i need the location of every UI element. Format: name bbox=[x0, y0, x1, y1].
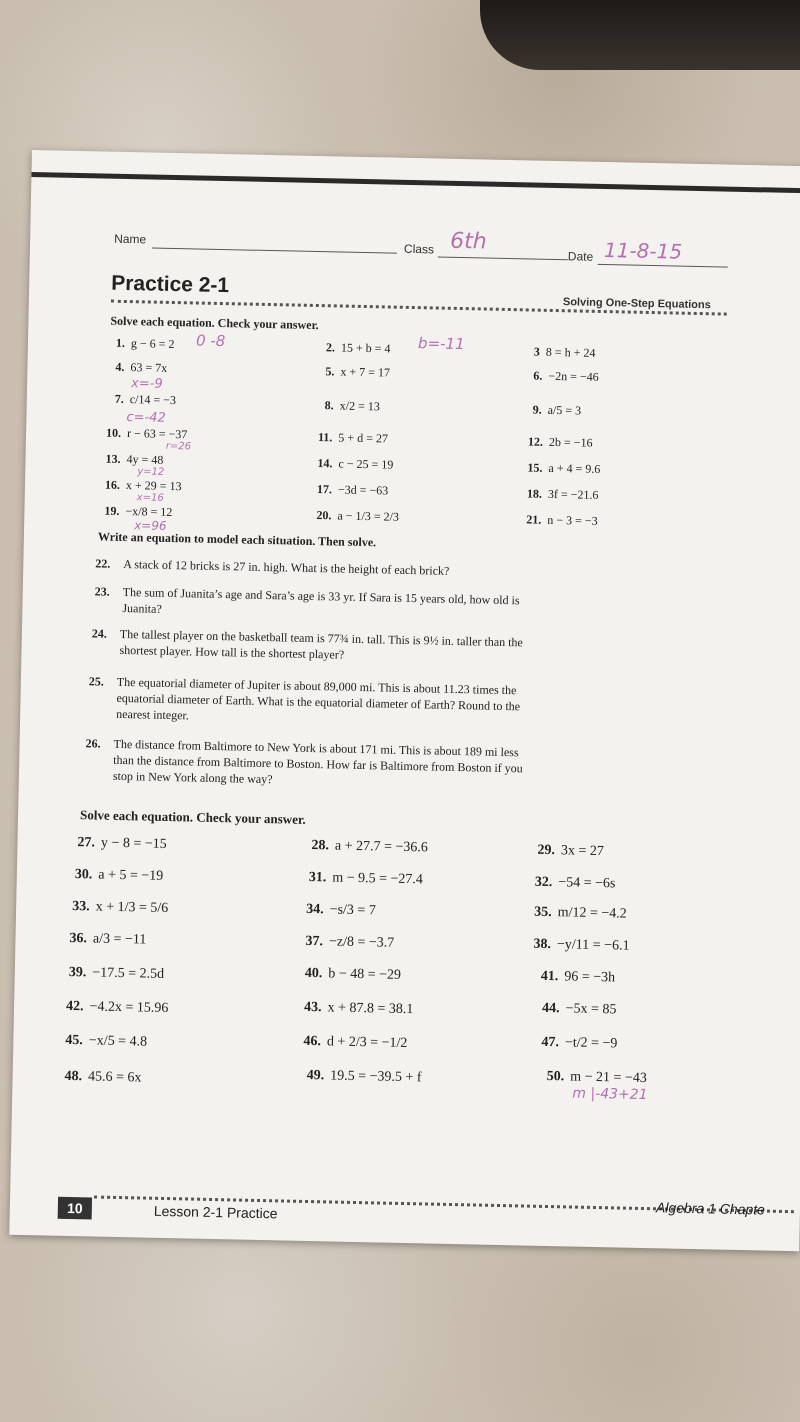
problem-text: −x/5 = 4.8 bbox=[88, 1033, 148, 1050]
problem-number: 16. bbox=[104, 477, 121, 492]
problem-number: 34. bbox=[305, 901, 324, 918]
problem-text: 96 = −3h bbox=[564, 969, 616, 986]
problem-7 bbox=[115, 392, 177, 408]
problem-number: 3 bbox=[533, 344, 541, 359]
problem-18 bbox=[527, 486, 599, 502]
problem-text: 5 + d = 27 bbox=[338, 430, 389, 446]
problem-37 bbox=[305, 934, 394, 952]
problem-31 bbox=[309, 870, 423, 888]
problem-number: 46. bbox=[303, 1033, 322, 1050]
handwritten-answer-10: r=26 bbox=[165, 440, 192, 453]
problem-12 bbox=[528, 434, 593, 450]
page-number: 10 bbox=[58, 1197, 92, 1220]
worksheet-page bbox=[9, 150, 800, 1251]
problem-text: a/5 = 3 bbox=[547, 402, 582, 418]
page-subtitle: Solving One-Step Equations bbox=[562, 296, 711, 312]
problem-number: 9. bbox=[532, 402, 542, 417]
problem-3 bbox=[534, 345, 596, 361]
handwritten-answer-1: 0 -8 bbox=[195, 331, 226, 351]
problem-text: The sum of Juanita’s age and Sara’s age is 33 yr. If Sara is 15 years old, how old is Juanita? bbox=[122, 584, 520, 616]
problem-35 bbox=[534, 905, 627, 923]
problem-number: 48. bbox=[64, 1068, 83, 1085]
class-value: 6th bbox=[449, 228, 488, 255]
problem-number: 27. bbox=[77, 835, 96, 851]
problem-text: −3d = −63 bbox=[337, 482, 389, 498]
problem-number: 38. bbox=[533, 936, 552, 953]
problem-text: c − 25 = 19 bbox=[338, 456, 394, 472]
problem-number: 19. bbox=[104, 503, 120, 518]
problem-text: −4.2x = 15.96 bbox=[89, 999, 169, 1017]
problem-number: 33. bbox=[72, 899, 90, 915]
problem-41 bbox=[541, 969, 616, 987]
class-label: Class bbox=[403, 241, 435, 257]
problem-number: 28. bbox=[311, 838, 330, 854]
problem-number: 29. bbox=[537, 842, 556, 859]
problem-text: a + 5 = −19 bbox=[98, 867, 164, 884]
problem-32 bbox=[535, 875, 616, 893]
problem-number: 40. bbox=[304, 965, 323, 982]
problem-number: 1. bbox=[115, 335, 126, 350]
problem-text: m − 9.5 = −27.4 bbox=[332, 870, 424, 888]
problem-number: 32. bbox=[534, 874, 553, 891]
problem-number: 24. bbox=[91, 626, 108, 641]
problem-42 bbox=[66, 999, 169, 1017]
problem-text: 15 + b = 4 bbox=[340, 340, 391, 356]
problem-27 bbox=[77, 835, 167, 853]
word-problem-22 bbox=[95, 556, 543, 581]
problem-text: A stack of 12 bricks is 27 in. high. What is the height of each brick? bbox=[123, 557, 450, 578]
problem-number: 18. bbox=[526, 486, 543, 501]
date-value: 11-8-15 bbox=[603, 238, 683, 264]
date-label: Date bbox=[567, 249, 594, 264]
top-border bbox=[31, 172, 800, 194]
problem-34 bbox=[306, 902, 376, 919]
problem-text: a − 1/3 = 2/3 bbox=[337, 508, 400, 524]
problem-text: c/14 = −3 bbox=[129, 392, 177, 408]
problem-11 bbox=[318, 430, 388, 446]
problem-number: 14. bbox=[317, 456, 333, 471]
problem-text: −5x = 85 bbox=[565, 1001, 617, 1018]
problem-number: 21. bbox=[526, 512, 542, 527]
problem-number: 36. bbox=[69, 930, 88, 947]
problem-number: 10. bbox=[105, 425, 122, 440]
problem-number: 39. bbox=[68, 964, 87, 981]
problem-number: 49. bbox=[306, 1067, 325, 1084]
problem-number: 42. bbox=[65, 998, 84, 1015]
problem-48 bbox=[64, 1069, 141, 1087]
problem-text: a + 27.7 = −36.6 bbox=[334, 838, 429, 856]
problem-9 bbox=[533, 403, 582, 419]
problem-text: −y/11 = −6.1 bbox=[556, 937, 630, 954]
problem-number: 37. bbox=[305, 933, 324, 950]
problem-number: 45. bbox=[65, 1032, 84, 1049]
problem-text: y − 8 = −15 bbox=[100, 835, 167, 852]
problem-text: d + 2/3 = −1/2 bbox=[326, 1034, 408, 1052]
problem-text: −17.5 = 2.5d bbox=[92, 965, 165, 982]
problem-number: 12. bbox=[527, 434, 544, 449]
handwritten-answer-16a: y=12 bbox=[137, 466, 165, 478]
problem-4 bbox=[115, 360, 167, 376]
problem-21 bbox=[526, 512, 598, 528]
problem-text: −x/8 = 12 bbox=[125, 504, 173, 520]
problem-number: 7. bbox=[114, 391, 124, 406]
problem-number: 30. bbox=[74, 867, 93, 883]
problem-text: 8 = h + 24 bbox=[545, 344, 596, 360]
problem-text: a + 4 = 9.6 bbox=[548, 460, 601, 476]
section1-instruction: Solve each equation. Check your answer. bbox=[110, 313, 319, 333]
problem-20 bbox=[316, 508, 399, 525]
handwritten-answer-4: x=-9 bbox=[130, 376, 163, 392]
word-problem-25 bbox=[88, 674, 537, 731]
class-field[interactable] bbox=[438, 257, 568, 261]
problem-number: 44. bbox=[541, 1000, 560, 1017]
background-shadow bbox=[480, 0, 800, 70]
book-label: Algebra 1 Chapte bbox=[655, 1199, 766, 1218]
problem-40 bbox=[305, 966, 402, 984]
problem-text: −s/3 = 7 bbox=[329, 902, 376, 919]
handwritten-answer-19: x=96 bbox=[134, 518, 167, 533]
problem-text: x/2 = 13 bbox=[339, 398, 380, 414]
problem-8 bbox=[325, 398, 380, 414]
problem-44 bbox=[542, 1001, 617, 1019]
problem-text: −2n = −46 bbox=[548, 368, 599, 384]
problem-number: 5. bbox=[325, 364, 335, 379]
problem-number: 50. bbox=[546, 1068, 565, 1085]
problem-number: 26. bbox=[85, 736, 101, 751]
handwritten-answer-7: c=-42 bbox=[126, 410, 166, 426]
problem-28 bbox=[311, 838, 428, 856]
problem-text: r − 63 = −37 bbox=[126, 426, 188, 442]
problem-text: −54 = −6s bbox=[558, 875, 616, 892]
problem-29 bbox=[537, 843, 604, 860]
problem-text: 45.6 = 6x bbox=[87, 1069, 142, 1086]
name-label: Name bbox=[114, 231, 147, 247]
section2-instruction: Write an equation to model each situation. Then solve. bbox=[97, 529, 377, 550]
problem-14 bbox=[317, 456, 393, 473]
problem-text: The equatorial diameter of Jupiter is about 89,000 mi. This is about 11.23 times the equatorial diameter of Earth. What is the equatorial diameter of Earth? Round to the nearest integer. bbox=[116, 674, 521, 723]
problem-text: 19.5 = −39.5 + f bbox=[330, 1068, 422, 1086]
problem-text: 3x = 27 bbox=[560, 843, 604, 860]
word-problem-24 bbox=[91, 626, 540, 667]
problem-45 bbox=[65, 1033, 147, 1051]
handwritten-answer-2: b=-11 bbox=[417, 334, 465, 354]
problem-39 bbox=[69, 965, 165, 983]
word-problem-23 bbox=[94, 584, 543, 625]
problem-10 bbox=[106, 426, 188, 443]
problem-number: 35. bbox=[533, 904, 552, 921]
problem-5 bbox=[325, 364, 390, 380]
handwritten-answer-16b: x=16 bbox=[136, 492, 164, 504]
problem-36 bbox=[69, 931, 146, 949]
problem-text: 4y = 48 bbox=[126, 452, 164, 467]
problem-text: 2b = −16 bbox=[548, 434, 593, 450]
problem-17 bbox=[317, 482, 389, 498]
problem-15 bbox=[527, 460, 600, 477]
date-field[interactable] bbox=[598, 264, 728, 268]
problem-number: 43. bbox=[303, 999, 322, 1016]
word-problem-26 bbox=[85, 736, 534, 793]
problem-text: m/12 = −4.2 bbox=[557, 905, 627, 922]
problem-number: 17. bbox=[316, 482, 333, 497]
problem-number: 4. bbox=[115, 359, 125, 374]
problem-49 bbox=[307, 1068, 422, 1086]
problem-30 bbox=[75, 867, 164, 885]
problem-number: 15. bbox=[527, 460, 543, 475]
problem-text: x + 7 = 17 bbox=[340, 364, 391, 380]
problem-number: 20. bbox=[316, 508, 332, 523]
problem-number: 8. bbox=[324, 398, 334, 413]
problem-number: 23. bbox=[94, 584, 110, 599]
problem-number: 6. bbox=[533, 368, 543, 383]
problem-text: 3f = −21.6 bbox=[547, 486, 599, 502]
problem-text: b − 48 = −29 bbox=[328, 966, 402, 983]
problem-46 bbox=[303, 1034, 407, 1052]
problem-text: a/3 = −11 bbox=[92, 931, 147, 948]
lesson-label: Lesson 2-1 Practice bbox=[153, 1202, 278, 1222]
problem-text: x + 1/3 = 5/6 bbox=[95, 899, 169, 917]
problem-2 bbox=[326, 340, 391, 356]
problem-33 bbox=[72, 899, 168, 917]
problem-number: 13. bbox=[105, 451, 121, 466]
problem-number: 22. bbox=[95, 556, 111, 571]
handwritten-answer-50: m |-43+21 bbox=[572, 1085, 648, 1104]
problem-text: 63 = 7x bbox=[130, 360, 168, 375]
problem-text: n − 3 = −3 bbox=[547, 512, 598, 528]
problem-47 bbox=[541, 1035, 617, 1053]
problem-number: 2. bbox=[325, 340, 336, 355]
problem-number: 25. bbox=[88, 674, 105, 689]
problem-38 bbox=[533, 937, 629, 955]
problem-number: 11. bbox=[317, 430, 333, 445]
problem-text: m − 21 = −43 bbox=[570, 1069, 647, 1087]
problem-text: The distance from Baltimore to New York is about 171 mi. This is about 189 mi less than the distance from Baltimore to Boston. How far is Baltimore from Boston if you stop in New York along the way? bbox=[112, 736, 523, 787]
problem-text: −t/2 = −9 bbox=[564, 1035, 618, 1052]
problem-number: 47. bbox=[541, 1034, 560, 1051]
name-field[interactable] bbox=[152, 248, 397, 254]
section3-instruction: Solve each equation. Check your answer. bbox=[79, 807, 306, 827]
problem-50 bbox=[547, 1069, 647, 1087]
problem-text: x + 87.8 = 38.1 bbox=[327, 1000, 414, 1018]
problem-text: x + 29 = 13 bbox=[125, 478, 182, 494]
problem-text: g − 6 = 2 bbox=[130, 336, 175, 352]
page-title: Practice 2-1 bbox=[110, 271, 230, 298]
problem-number: 31. bbox=[308, 869, 327, 886]
problem-number: 41. bbox=[540, 968, 559, 985]
problem-1 bbox=[116, 336, 175, 352]
problem-43 bbox=[304, 1000, 414, 1018]
problem-text: The tallest player on the basketball team is 77¾ in. tall. This is 9½ in. taller than the shortest player. How tall is the shortest player? bbox=[119, 626, 523, 662]
problem-6 bbox=[533, 369, 599, 385]
problem-text: −z/8 = −3.7 bbox=[328, 934, 395, 951]
problem-13 bbox=[105, 452, 163, 468]
